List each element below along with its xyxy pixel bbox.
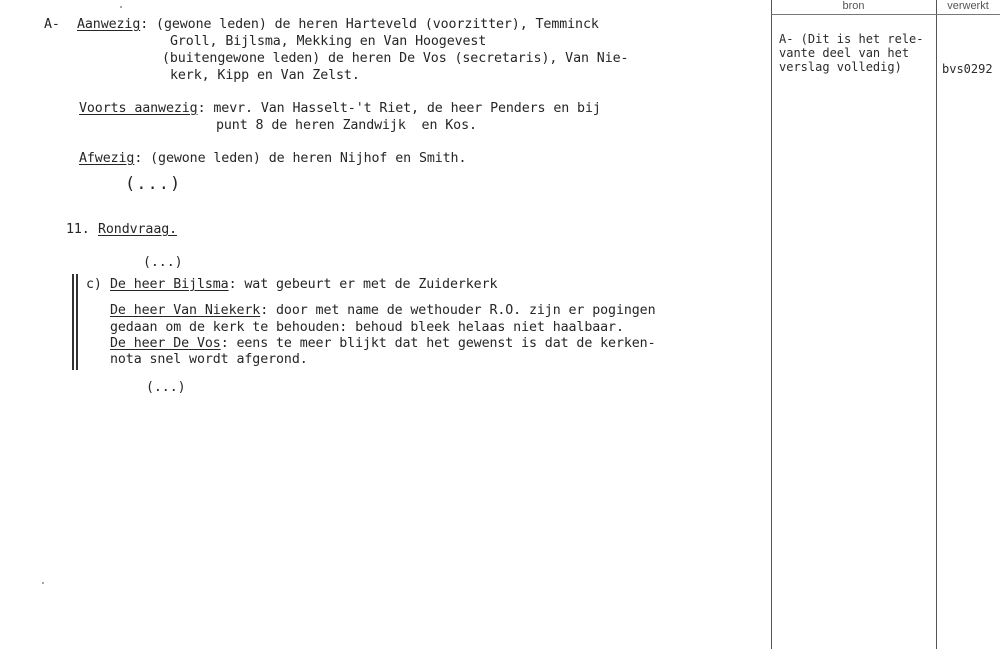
item-11-ellipsis-top: (...) bbox=[143, 255, 183, 270]
answer-2-line-1 bbox=[110, 336, 656, 351]
item-c-marker: c) bbox=[86, 277, 102, 292]
answer-2-speaker: De heer De Vos bbox=[110, 336, 221, 351]
bron-column-right-rule bbox=[936, 0, 937, 649]
answer-1-line-2: gedaan om de kerk te behouden: behoud bleek helaas niet haalbaar. bbox=[110, 320, 624, 335]
aanwezig-label: Aanwezig bbox=[77, 17, 141, 32]
margin-bar-outer bbox=[72, 274, 74, 370]
afwezig-text: : (gewone leden) de heren Nijhof en Smith. bbox=[134, 151, 467, 166]
voorts-line-2: punt 8 de heren Zandwijk en Kos. bbox=[216, 118, 477, 133]
answer-2-line-2: nota snel wordt afgerond. bbox=[110, 352, 308, 367]
item-11-number: 11. bbox=[66, 222, 90, 237]
answer-1-speaker: De heer Van Niekerk bbox=[110, 303, 261, 318]
header-verwerkt: verwerkt bbox=[947, 0, 989, 12]
item-11-title: Rondvraag. bbox=[98, 222, 178, 237]
section-a-ellipsis: (...) bbox=[125, 174, 182, 194]
verwerkt-code: bvs0292 bbox=[942, 62, 993, 76]
aanwezig-line-4: kerk, Kipp en Van Zelst. bbox=[170, 68, 360, 83]
bron-note-line-3: verslag volledig) bbox=[779, 60, 902, 74]
bron-note-line-2: vante deel van het bbox=[779, 46, 910, 60]
question-line bbox=[110, 277, 497, 292]
voorts-label: Voorts aanwezig bbox=[79, 101, 198, 116]
bron-column-left-rule bbox=[771, 0, 772, 649]
voorts-text-1: : mevr. Van Hasselt-'t Riet, de heer Penders en bij bbox=[197, 101, 601, 116]
afwezig-label: Afwezig bbox=[79, 151, 135, 166]
item-11-ellipsis-bottom: (...) bbox=[146, 380, 186, 395]
aanwezig-text-1: : (gewone leden) de heren Harteveld (voorzitter), Temminck bbox=[140, 17, 599, 32]
header-rule bbox=[771, 14, 1000, 15]
scan-speck bbox=[42, 582, 44, 584]
aanwezig-line-3: (buitengewone leden) de heren De Vos (secretaris), Van Nie- bbox=[162, 51, 629, 66]
aanwezig-line-2: Groll, Bijlsma, Mekking en Van Hoogevest bbox=[170, 34, 487, 49]
section-a-marker: A- bbox=[44, 17, 60, 32]
answer-1-text-1: : door met name de wethouder R.O. zijn er pogingen bbox=[260, 303, 656, 318]
answer-2-text-1: : eens te meer blijkt dat het gewenst is dat de kerken- bbox=[220, 336, 656, 351]
question-speaker: De heer Bijlsma bbox=[110, 277, 229, 292]
voorts-line-1 bbox=[79, 101, 601, 116]
afwezig-line bbox=[79, 151, 466, 166]
header-bron: bron bbox=[842, 0, 865, 12]
question-text: : wat gebeurt er met de Zuiderkerk bbox=[228, 277, 498, 292]
answer-1-line-1 bbox=[110, 303, 655, 318]
aanwezig-line-1 bbox=[77, 17, 599, 32]
margin-bar-inner bbox=[76, 274, 78, 370]
scan-speck bbox=[120, 6, 122, 8]
bron-note-line-1: A- (Dit is het rele- bbox=[779, 32, 924, 46]
